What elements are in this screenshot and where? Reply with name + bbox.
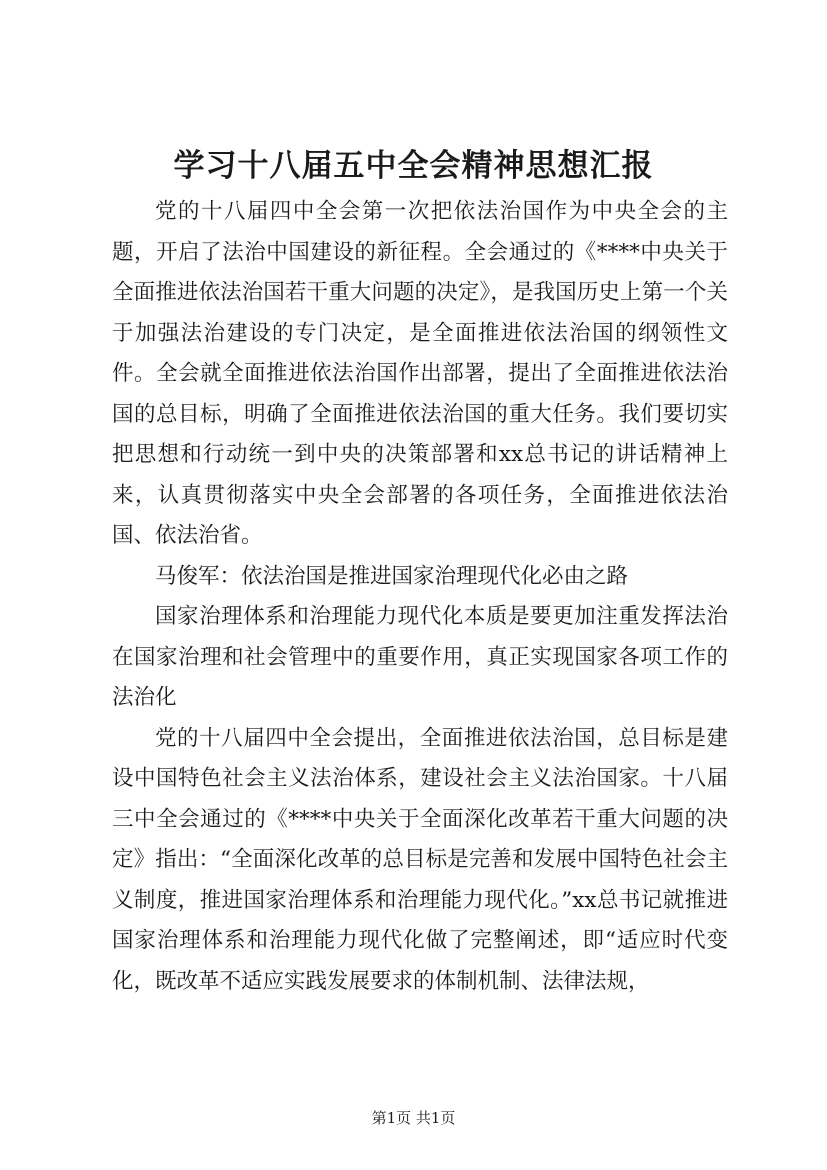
paragraph-2-subheading: 马俊军：依法治国是推进国家治理现代化必由之路 bbox=[155, 563, 629, 589]
paragraph-3: 国家治理体系和治理能力现代化本质是要更加注重发挥法治在国家治理和社会管理中的重要作用，真正实现国家各项工作的法治化 bbox=[112, 604, 728, 710]
paragraph-4: 党的十八届四中全会提出，全面推进依法治国，总目标是建设中国特色社会主义法治体系，建设社会主义法治国家。十八届三中全会通过的《****中央关于全面深化改革若干重大问题的决定》指出：“全面深化改革的总目标是完善和发展中国特色社会主义制度，推进国家治理体系和治理能力现代化。”xx总书记就推进国家治理体系和治理能力现代化做了完整阐述，即“适应时代变化，既改革不适应实践发展要求的体制机制、法律法规， bbox=[112, 725, 728, 994]
paragraph-1: 党的十八届四中全会第一次把依法治国作为中央全会的主题，开启了法治中国建设的新征程。全会通过的《****中央关于全面推进依法治国若干重大问题的决定》，是我国历史上第一个关于加强法治建设的专门决定，是全面推进依法治国的纲领性文件。全会就全面推进依法治国作出部署，提出了全面推进依法治国的总目标，明确了全面推进依法治国的重大任务。我们要切实把思想和行动统一到中央的决策部署和xx总书记的讲话精神上来，认真贯彻落实中央全会部署的各项任务，全面推进依法治国、依法治省。 bbox=[112, 199, 728, 548]
document-body bbox=[112, 192, 728, 1002]
page-footer: 第1页 共1页 bbox=[371, 1109, 456, 1127]
document-title: 学习十八届五中全会精神思想汇报 bbox=[173, 148, 654, 184]
